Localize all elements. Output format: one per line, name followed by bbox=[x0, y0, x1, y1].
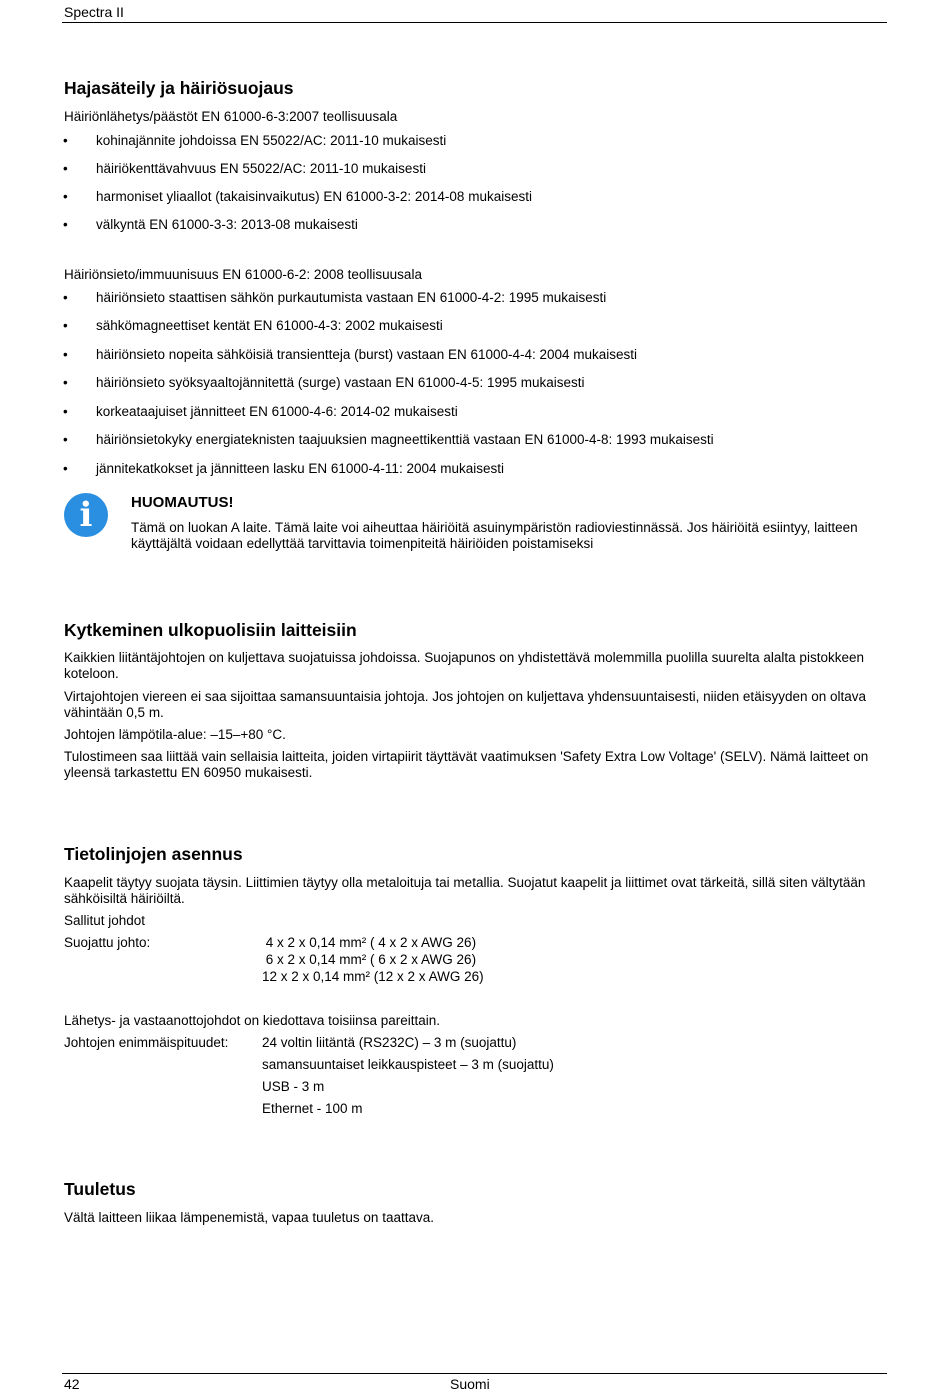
list-item: • välkyntä EN 61000-3-3: 2013-08 mukaisesti bbox=[96, 217, 358, 233]
footer-language: Suomi bbox=[450, 1376, 490, 1392]
list-item: • korkeataajuiset jännitteet EN 61000-4-6: 2014-02 mukaisesti bbox=[96, 404, 458, 420]
list-item: • sähkömagneettiset kentät EN 61000-4-3: 2002 mukaisesti bbox=[96, 318, 443, 334]
max-length-value: USB - 3 m bbox=[262, 1079, 325, 1094]
allowed-cables-label: Sallitut johdot bbox=[64, 913, 146, 928]
list-item: • jännitekatkokset ja jännitteen lasku EN 61000-4-11: 2004 mukaisesti bbox=[96, 461, 504, 477]
max-length-value: 24 voltin liitäntä (RS232C) – 3 m (suojattu) bbox=[262, 1035, 517, 1050]
section-heading-ventilation: Tuuletus bbox=[64, 1179, 136, 1199]
list-item: • harmoniset yliaallot (takaisinvaikutus) EN 61000-3-2: 2014-08 mukaisesti bbox=[96, 189, 532, 205]
page-number: 42 bbox=[64, 1376, 80, 1392]
list-item: • häiriönsieto nopeita sähköisiä transientteja (burst) vastaan EN 61000-4-4: 2004 mukaisesti bbox=[96, 347, 637, 363]
paragraph: Kaikkien liitäntäjohtojen on kuljettava suojatuissa johdoissa. Suojapunos on yhdistettävä molemmilla puolilla suurelta alalta pistokkeen koteloon. bbox=[64, 650, 864, 681]
max-length-value: samansuuntaiset leikkauspisteet – 3 m (suojattu) bbox=[262, 1057, 554, 1072]
section-heading-external: Kytkeminen ulkopuolisiin laitteisiin bbox=[64, 620, 357, 640]
info-icon: i bbox=[64, 493, 108, 537]
list-item: • häiriönsieto syöksyaaltojännitettä (surge) vastaan EN 61000-4-5: 1995 mukaisesti bbox=[96, 375, 585, 391]
paragraph: Kaapelit täytyy suojata täysin. Liittimien täytyy olla metaloituja tai metallia. Suojatut kaapelit ja liittimet ovat tärkeitä, sillä siten vältytään sähköisiltä häiriöiltä. bbox=[64, 875, 866, 906]
paragraph: Vältä laitteen liikaa lämpenemistä, vapaa tuuletus on taattava. bbox=[64, 1210, 434, 1225]
max-length-value: Ethernet - 100 m bbox=[262, 1101, 363, 1116]
twisted-pairs-text: Lähetys- ja vastaanottojohdot on kiedottava toisiinsa pareittain. bbox=[64, 1013, 440, 1028]
header-divider bbox=[62, 22, 887, 23]
list-item: • kohinajännite johdoissa EN 55022/AC: 2011-10 mukaisesti bbox=[96, 133, 446, 149]
max-length-label: Johtojen enimmäispituudet: bbox=[64, 1035, 229, 1050]
section-heading-emc: Hajasäteily ja häiriösuojaus bbox=[64, 78, 294, 98]
immunity-intro: Häiriönsieto/immuunisuus EN 61000-6-2: 2008 teollisuusala bbox=[64, 267, 422, 282]
shielded-cable-value: 12 x 2 x 0,14 mm² (12 x 2 x AWG 26) bbox=[262, 969, 484, 984]
note-text: Tämä on luokan A laite. Tämä laite voi aiheuttaa häiriöitä asuinympäristön radioviestinnässä. Jos häiriöitä esiintyy, laitteen käyttäjältä voidaan edellyttää tarvittavia toimenpiteitä häiriöiden poistamiseksi bbox=[131, 520, 858, 551]
paragraph: Tulostimeen saa liittää vain sellaisia laitteita, joiden virtapiirit täyttävät vaatimuksen 'Safety Extra Low Voltage' (SELV). Nämä laitteet on yleensä tarkastettu EN 60950 mukaisesti. bbox=[64, 749, 869, 780]
shielded-cable-value: 4 x 2 x 0,14 mm² ( 4 x 2 x AWG 26) bbox=[262, 935, 477, 950]
shielded-cable-label: Suojattu johto: bbox=[64, 935, 151, 950]
list-item: • häiriökenttävahvuus EN 55022/AC: 2011-10 mukaisesti bbox=[96, 161, 426, 177]
shielded-cable-value: 6 x 2 x 0,14 mm² ( 6 x 2 x AWG 26) bbox=[262, 952, 477, 967]
running-header: Spectra II bbox=[64, 4, 124, 20]
list-item: • häiriönsietokyky energiateknisten taajuuksien magneettikenttiä vastaan EN 61000-4-8: 1993 mukaisesti bbox=[96, 432, 714, 448]
emission-intro: Häiriönlähetys/päästöt EN 61000-6-3:2007 teollisuusala bbox=[64, 109, 398, 124]
paragraph: Virtajohtojen viereen ei saa sijoittaa samansuuntaisia johtoja. Jos johtojen on kuljettava yhdensuuntaisesti, niiden etäisyyden on oltava vähintään 0,5 m. bbox=[64, 689, 867, 720]
footer-divider bbox=[62, 1373, 887, 1374]
paragraph: Johtojen lämpötila-alue: –15–+80 °C. bbox=[64, 727, 286, 742]
note-title: HUOMAUTUS! bbox=[131, 494, 234, 511]
section-heading-data-lines: Tietolinjojen asennus bbox=[64, 844, 243, 864]
list-item: • häiriönsieto staattisen sähkön purkautumista vastaan EN 61000-4-2: 1995 mukaisesti bbox=[96, 290, 606, 306]
